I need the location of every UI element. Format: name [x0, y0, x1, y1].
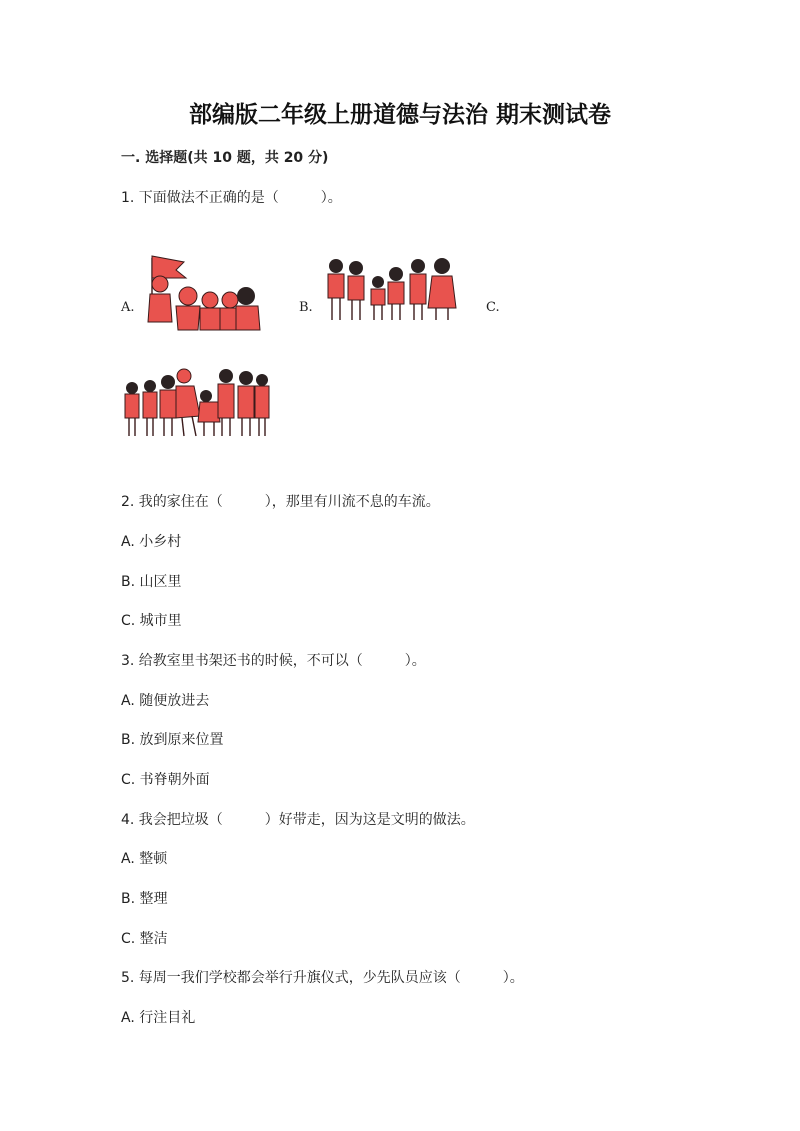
q1-option-a-label: A.: [121, 300, 135, 315]
question-5: 5. 每周一我们学校都会举行升旗仪式，少先队员应该（ ）。: [121, 970, 524, 986]
page-title: 部编版二年级上册道德与法治 期末测试卷: [188, 101, 611, 128]
q2-option-c[interactable]: C. 城市里: [121, 613, 182, 629]
q1-option-b-image: [322, 256, 462, 326]
q2-option-b[interactable]: B. 山区里: [121, 574, 182, 590]
q3-option-b[interactable]: B. 放到原来位置: [121, 732, 224, 748]
q3-option-a[interactable]: A. 随便放进去: [121, 693, 210, 709]
q4-option-c[interactable]: C. 整洁: [121, 931, 168, 947]
q4-option-a[interactable]: A. 整顿: [121, 851, 168, 867]
question-1: 1. 下面做法不正确的是（ ）。: [121, 190, 342, 206]
question-2: 2. 我的家住在（ ），那里有川流不息的车流。: [121, 494, 440, 510]
section-heading: 一. 选择题(共 10 题，共 20 分): [121, 150, 329, 166]
q1-option-c-image: [122, 366, 270, 440]
q1-option-a-image: [138, 252, 263, 334]
q2-option-a[interactable]: A. 小乡村: [121, 534, 182, 550]
question-4: 4. 我会把垃圾（ ）好带走，因为这是文明的做法。: [121, 812, 475, 828]
q5-option-a[interactable]: A. 行注目礼: [121, 1010, 196, 1026]
question-3: 3. 给教室里书架还书的时候，不可以（ ）。: [121, 653, 426, 669]
q1-option-b-label: B.: [299, 300, 313, 315]
q3-option-c[interactable]: C. 书脊朝外面: [121, 772, 210, 788]
q1-option-c-label: C.: [486, 300, 500, 315]
q4-option-b[interactable]: B. 整理: [121, 891, 168, 907]
